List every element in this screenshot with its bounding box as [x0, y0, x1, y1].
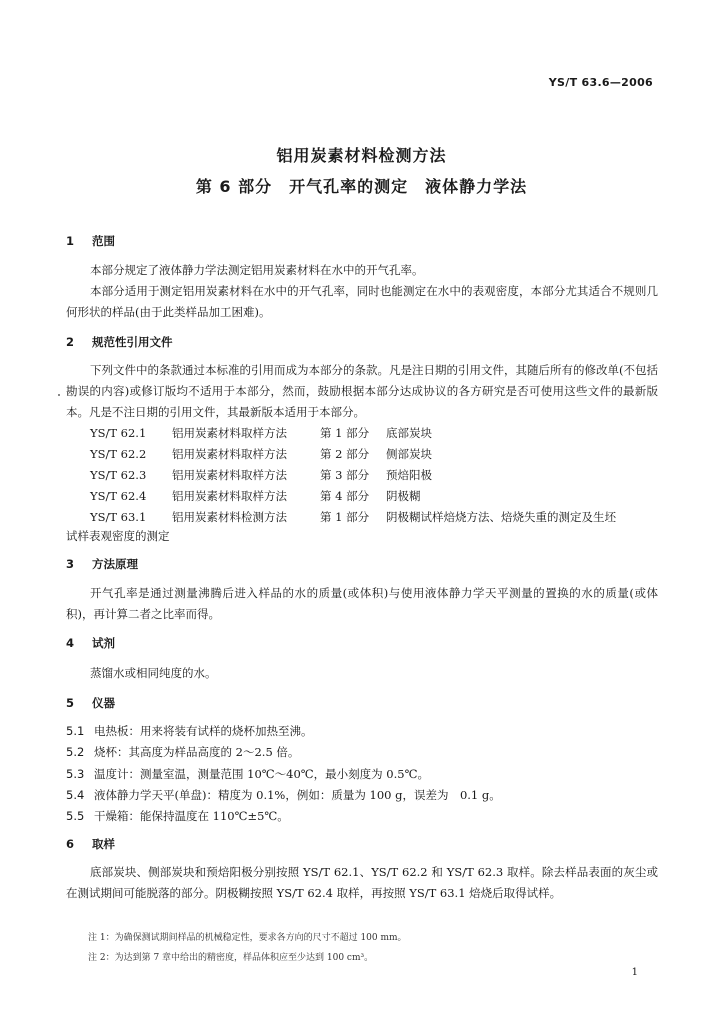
section-number: 2 [66, 335, 75, 349]
section-title: 试剂 [92, 636, 115, 650]
item-number: 5.5 [66, 809, 85, 823]
item-number: 5.1 [66, 724, 85, 738]
list-item [66, 766, 429, 782]
section-5-heading [66, 695, 115, 711]
section-2-heading [66, 334, 173, 350]
ref-code: YS/T 62.3 [90, 468, 147, 482]
section-number: 6 [66, 837, 75, 851]
ref-part: 第 3 部分 [320, 468, 370, 482]
item-text: 电热板：用来将装有试样的烧杯加热至沸。 [94, 724, 313, 738]
ref-title: 铝用炭素材料取样方法 [172, 468, 287, 482]
item-number: 5.2 [66, 745, 85, 759]
document-title-line2: 第 6 部分 开气孔率的测定 液体静力学法 [195, 177, 528, 196]
ref-title: 铝用炭素材料取样方法 [172, 447, 287, 461]
section-6-heading [66, 836, 115, 852]
ref-desc: 底部炭块 [386, 426, 432, 440]
ref-desc: 阴极糊 [386, 489, 421, 503]
ref-code: YS/T 62.1 [90, 426, 147, 440]
item-text: 液体静力学天平(单盘)：精度为 0.1%，例如：质量为 100 g，误差为 0.1 g。 [94, 788, 501, 802]
reference-entry [90, 425, 432, 441]
list-item [66, 787, 501, 803]
reference-entry [90, 467, 432, 483]
section-title: 方法原理 [92, 557, 138, 571]
ref-part: 第 4 部分 [320, 489, 370, 503]
ref-title: 铝用炭素材料取样方法 [172, 489, 287, 503]
section-number: 1 [66, 234, 75, 248]
section-4-heading [66, 635, 115, 651]
section-1-para-2: 本部分适用于测定铝用炭素材料在水中的开气孔率，同时也能测定在水中的表观密度，本部分尤其适合不规则几何形状的样品(由于此类样品加工困难)。 [66, 284, 658, 319]
section-number: 4 [66, 636, 75, 650]
section-title: 规范性引用文件 [92, 335, 173, 349]
section-2-para-1: 下列文件中的条款通过本标准的引用而成为本部分的条款。凡是注日期的引用文件，其随后所有的修改单(不包括勘误的内容)或修订版均不适用于本部分，然而，鼓励根据本部分达成协议的各方研究是否可使用这些文件的最新版本。凡是不注日期的引用文件，其最新版本适用于本部分。 [66, 363, 658, 419]
section-1-para-1: 本部分规定了液体静力学法测定铝用炭素材料在水中的开气孔率。 [90, 263, 424, 277]
section-number: 5 [66, 696, 75, 710]
section-number: 3 [66, 557, 75, 571]
ref-desc: 预焙阳极 [386, 468, 432, 482]
list-item [66, 808, 289, 824]
page-number: 1 [631, 967, 638, 978]
document-title-line1: 铝用炭素材料检测方法 [276, 146, 447, 165]
ref-part: 第 1 部分 [320, 510, 370, 524]
ref-title: 铝用炭素材料检测方法 [172, 510, 287, 524]
standard-code: YS/T 63.6—2006 [548, 76, 653, 89]
list-item [66, 744, 299, 760]
section-1-heading [66, 233, 115, 249]
reference-entry [90, 446, 432, 462]
scan-artifact [58, 394, 60, 396]
ref-desc: 侧部炭块 [386, 447, 432, 461]
item-text: 烧杯：其高度为样品高度的 2～2.5 倍。 [94, 745, 300, 759]
section-3-para-1: 开气孔率是通过测量沸腾后进入样品的水的质量(或体积)与使用液体静力学天平测量的置换的水的质量(或体积)，再计算二者之比率而得。 [66, 586, 658, 621]
note-1: 注 1：为确保测试期间样品的机械稳定性，要求各方向的尺寸不超过 100 mm。 [88, 933, 407, 943]
item-number: 5.4 [66, 788, 85, 802]
reference-entry [90, 509, 616, 525]
ref-part: 第 2 部分 [320, 447, 370, 461]
reference-entry-continuation: 试样表观密度的测定 [66, 529, 170, 543]
ref-code: YS/T 62.2 [90, 447, 147, 461]
section-4-para-1: 蒸馏水或相同纯度的水。 [90, 666, 217, 680]
section-title: 范围 [92, 234, 115, 248]
ref-desc: 阴极糊试样焙烧方法、焙烧失重的测定及生坯 [386, 510, 616, 524]
item-number: 5.3 [66, 767, 85, 781]
ref-code: YS/T 62.4 [90, 489, 147, 503]
section-title: 仪器 [92, 696, 115, 710]
item-text: 温度计：测量室温，测量范围 10℃～40℃，最小刻度为 0.5℃。 [94, 767, 429, 781]
section-6-para-1: 底部炭块、侧部炭块和预焙阳极分别按照 YS/T 62.1、YS/T 62.2 和 YS/T 62.3 取样。除去样品表面的灰尘或在测试期间可能脱落的部分。阴极糊按照 YS/T 62.4 取样，再按照 YS/T 63.1 焙烧后取得试样。 [66, 865, 658, 900]
item-text: 干燥箱：能保持温度在 110℃±5℃。 [94, 809, 289, 823]
ref-part: 第 1 部分 [320, 426, 370, 440]
note-2: 注 2：为达到第 7 章中给出的精密度，样品体积应至少达到 100 cm³。 [88, 953, 374, 963]
ref-code: YS/T 63.1 [90, 510, 147, 524]
ref-title: 铝用炭素材料取样方法 [172, 426, 287, 440]
reference-entry [90, 488, 421, 504]
list-item [66, 723, 313, 739]
section-3-heading [66, 556, 138, 572]
section-title: 取样 [92, 837, 115, 851]
